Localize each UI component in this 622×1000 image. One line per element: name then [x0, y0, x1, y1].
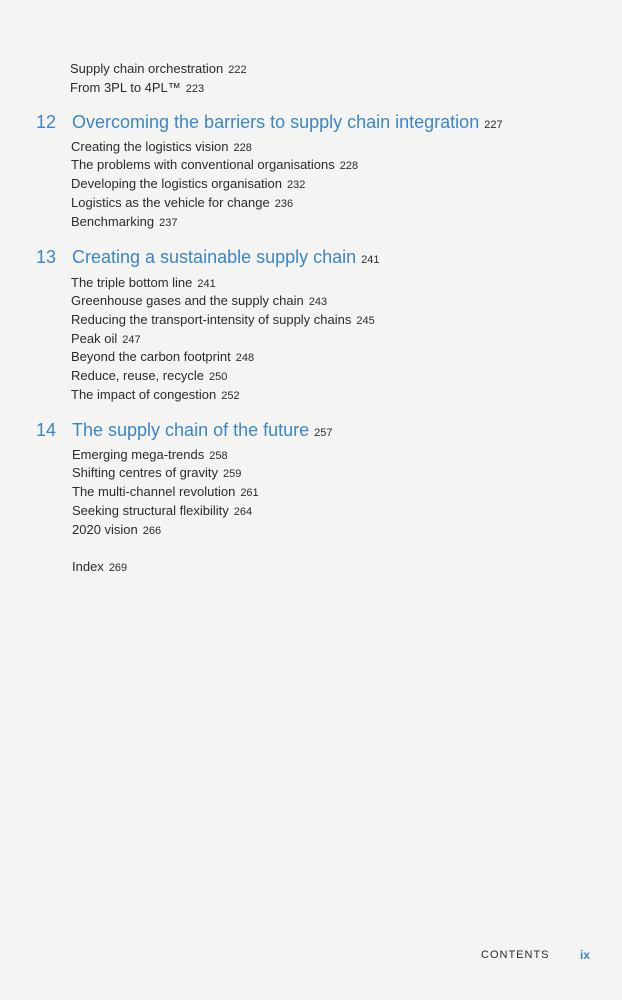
entry-title: Developing the logistics organisation	[71, 176, 283, 191]
entry-page: 222	[228, 64, 247, 76]
entry-title: Creating the logistics vision	[71, 139, 229, 154]
entry-title: Shifting centres of gravity	[72, 465, 218, 480]
toc-entry[interactable]	[71, 176, 305, 193]
entry-page: 228	[233, 142, 252, 154]
chapter-title: Creating a sustainable supply chain	[72, 247, 357, 267]
toc-entry[interactable]	[72, 447, 228, 464]
toc-entry[interactable]	[71, 275, 216, 292]
entry-title: From 3PL to 4PL™	[70, 80, 181, 95]
entry-page: 245	[356, 315, 375, 327]
entry-page: 243	[308, 296, 328, 308]
toc-entry[interactable]	[71, 157, 358, 174]
chapter-page: 257	[314, 427, 333, 439]
chapter-13-heading[interactable]	[36, 246, 380, 271]
entry-title: Reducing the transport-intensity of supply chains	[71, 312, 352, 327]
toc-entry[interactable]	[72, 465, 241, 482]
chapter-page: 241	[361, 254, 380, 266]
entry-title: The multi-channel revolution	[72, 484, 236, 499]
toc-entry[interactable]	[71, 293, 327, 310]
running-footer-label: CONTENTS	[481, 949, 550, 961]
entry-title: Reduce, reuse, recycle	[71, 368, 204, 383]
entry-page: 247	[122, 334, 141, 346]
entry-page: 250	[208, 371, 228, 383]
entry-page: 269	[108, 562, 128, 574]
entry-title: The triple bottom line	[71, 275, 193, 290]
entry-page: 264	[233, 506, 253, 518]
toc-entry[interactable]	[71, 195, 293, 212]
entry-title: The problems with conventional organisations	[71, 157, 335, 172]
entry-page: 252	[221, 390, 240, 402]
entry-title: Benchmarking	[71, 214, 155, 229]
chapter-title: The supply chain of the future	[72, 420, 310, 440]
entry-title: Supply chain orchestration	[70, 61, 224, 76]
toc-entry[interactable]	[71, 387, 240, 404]
toc-entry[interactable]	[72, 503, 252, 520]
entry-page: 241	[197, 278, 216, 290]
toc-entry[interactable]	[70, 61, 247, 78]
toc-entry[interactable]	[72, 484, 259, 501]
chapter-title: Overcoming the barriers to supply chain integration	[72, 112, 480, 132]
entry-title: Seeking structural flexibility	[72, 503, 229, 518]
toc-index-entry[interactable]	[72, 559, 127, 576]
entry-title: Logistics as the vehicle for change	[71, 195, 270, 210]
toc-entry[interactable]	[71, 349, 254, 366]
entry-page: 266	[142, 525, 162, 537]
entry-page: 248	[235, 352, 255, 364]
entry-title: Beyond the carbon footprint	[71, 349, 231, 364]
chapter-12-heading[interactable]	[36, 111, 503, 136]
chapter-page: 227	[484, 119, 503, 131]
toc-entry[interactable]	[71, 331, 141, 348]
toc-entry[interactable]	[72, 522, 161, 539]
entry-title: Emerging mega-trends	[72, 447, 205, 462]
toc-entry[interactable]	[70, 80, 204, 97]
entry-page: 261	[240, 487, 259, 499]
entry-title: Greenhouse gases and the supply chain	[71, 293, 304, 308]
toc-entry[interactable]	[71, 312, 375, 329]
entry-page: 237	[159, 217, 178, 229]
chapter-number: 12	[36, 112, 57, 132]
entry-title: 2020 vision	[72, 522, 138, 537]
toc-entry[interactable]	[71, 368, 227, 385]
entry-title: Index	[72, 559, 104, 574]
entry-title: The impact of congestion	[71, 387, 217, 402]
chapter-14-heading[interactable]	[36, 419, 333, 444]
toc-entry[interactable]	[71, 214, 177, 231]
entry-page: 258	[209, 450, 228, 462]
chapter-number: 14	[36, 420, 57, 440]
entry-page: 228	[339, 160, 359, 172]
chapter-number: 13	[36, 247, 57, 267]
entry-page: 232	[287, 179, 306, 191]
entry-page: 223	[185, 83, 205, 95]
entry-page: 259	[222, 468, 242, 480]
page-number: ix	[580, 948, 591, 962]
entry-title: Peak oil	[71, 331, 118, 346]
entry-page: 236	[274, 198, 294, 210]
toc-entry[interactable]	[71, 139, 252, 156]
